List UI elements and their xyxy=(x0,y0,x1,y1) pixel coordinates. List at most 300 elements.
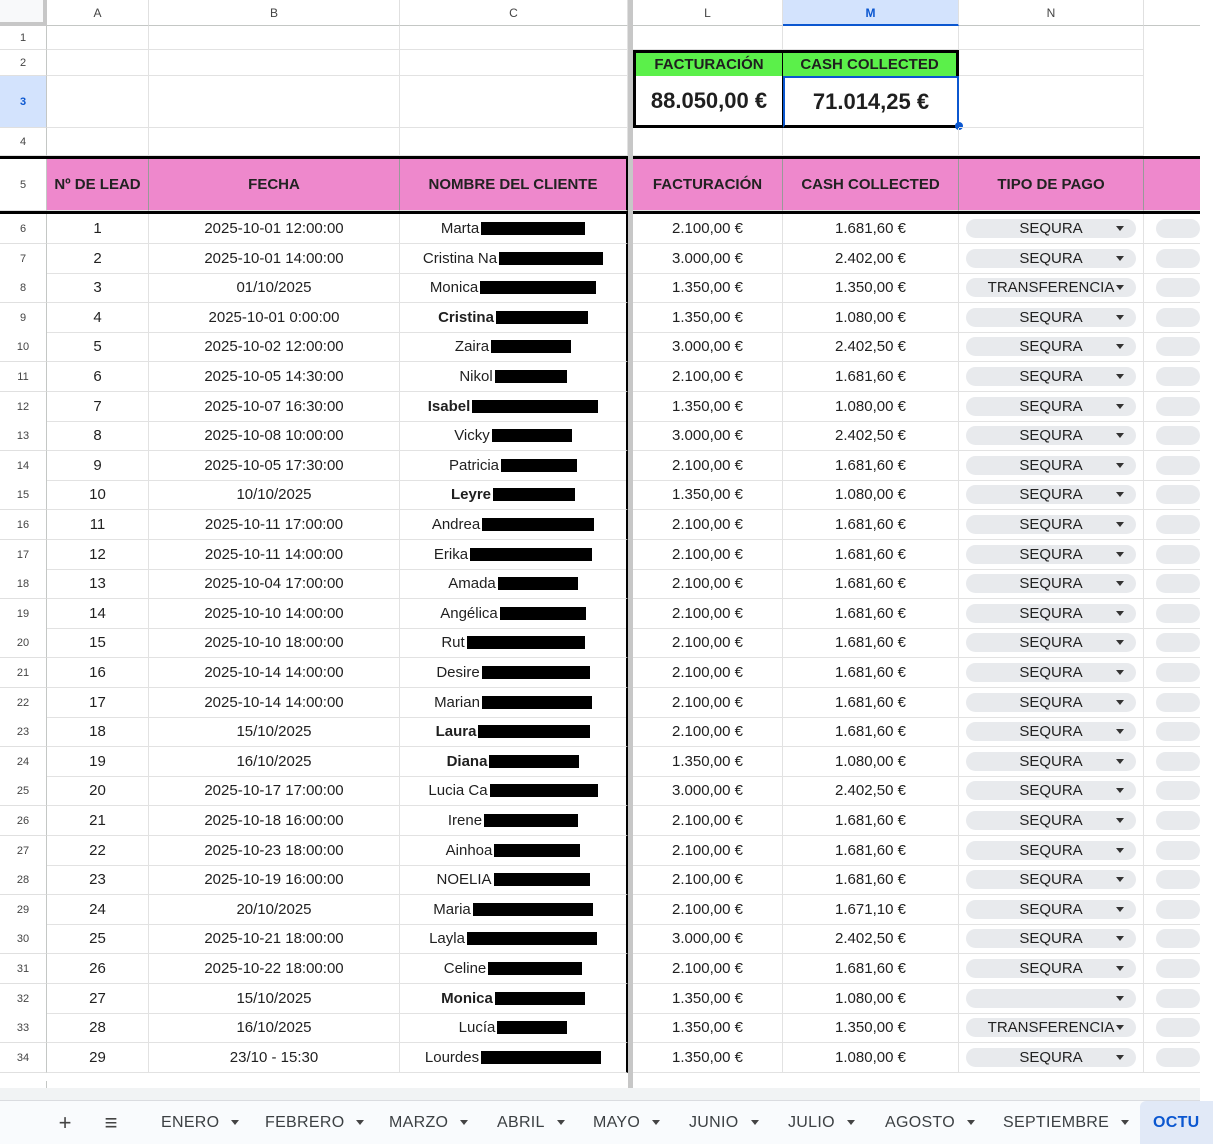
payment-type-chip[interactable] xyxy=(966,900,1136,919)
payment-type-chip[interactable] xyxy=(966,781,1136,800)
payment-type-chip[interactable] xyxy=(966,545,1136,564)
client-name-cell[interactable] xyxy=(400,332,628,362)
cash-collected-cell[interactable]: 1.681,60 € xyxy=(783,510,959,540)
sheet-list-icon[interactable]: ≡ xyxy=(104,1109,118,1135)
chevron-down-icon[interactable] xyxy=(1116,877,1124,882)
next-column-cell[interactable] xyxy=(1144,540,1200,570)
facturacion-cell[interactable]: 2.100,00 € xyxy=(633,688,783,718)
row-number[interactable]: 32 xyxy=(0,984,47,1014)
column-header-b[interactable]: B xyxy=(149,0,400,26)
payment-type-cell[interactable] xyxy=(959,717,1144,747)
payment-type-chip[interactable] xyxy=(966,515,1136,534)
lead-number-cell[interactable]: 17 xyxy=(47,688,149,718)
chevron-down-icon[interactable] xyxy=(652,1120,660,1125)
payment-type-chip[interactable] xyxy=(966,337,1136,356)
payment-type-cell[interactable] xyxy=(959,1013,1144,1043)
payment-type-cell[interactable] xyxy=(959,628,1144,658)
next-column-cell[interactable] xyxy=(1144,836,1200,866)
column-header-l[interactable]: L xyxy=(633,0,783,26)
row-number[interactable]: 2 xyxy=(0,50,47,76)
payment-type-cell[interactable] xyxy=(959,688,1144,718)
chevron-down-icon[interactable] xyxy=(1116,463,1124,468)
cash-collected-cell[interactable]: 2.402,00 € xyxy=(783,244,959,274)
cash-collected-cell[interactable]: 1.350,00 € xyxy=(783,273,959,303)
client-name-cell[interactable] xyxy=(400,747,628,777)
chevron-down-icon[interactable] xyxy=(1116,374,1124,379)
row-number[interactable]: 20 xyxy=(0,628,47,658)
row-number[interactable]: 19 xyxy=(0,599,47,629)
payment-type-cell[interactable] xyxy=(959,273,1144,303)
tab-octubre[interactable]: OCTU xyxy=(1140,1101,1213,1144)
lead-number-cell[interactable]: 13 xyxy=(47,569,149,599)
client-name-cell[interactable] xyxy=(400,628,628,658)
payment-type-cell[interactable] xyxy=(959,214,1144,244)
next-column-cell[interactable] xyxy=(1144,421,1200,451)
row-number[interactable]: 9 xyxy=(0,303,47,333)
facturacion-cell[interactable]: 2.100,00 € xyxy=(633,599,783,629)
row-number[interactable]: 18 xyxy=(0,569,47,599)
row-number[interactable]: 12 xyxy=(0,392,47,422)
summary-cash-value[interactable]: 71.014,25 € xyxy=(783,76,959,128)
row-number[interactable]: 23 xyxy=(0,717,47,747)
cash-collected-cell[interactable]: 2.402,50 € xyxy=(783,924,959,954)
lead-number-cell[interactable]: 1 xyxy=(47,214,149,244)
facturacion-cell[interactable]: 1.350,00 € xyxy=(633,747,783,777)
fecha-cell[interactable]: 2025-10-11 14:00:00 xyxy=(149,540,400,570)
chevron-down-icon[interactable] xyxy=(847,1120,855,1125)
tab-abril[interactable]: ABRIL xyxy=(497,1101,565,1144)
next-column-cell[interactable] xyxy=(1144,747,1200,777)
facturacion-cell[interactable]: 2.100,00 € xyxy=(633,806,783,836)
cash-collected-cell[interactable]: 1.681,60 € xyxy=(783,540,959,570)
client-name-cell[interactable] xyxy=(400,1043,628,1073)
fecha-cell[interactable]: 2025-10-10 18:00:00 xyxy=(149,628,400,658)
payment-type-chip[interactable] xyxy=(966,1048,1136,1067)
payment-type-cell[interactable] xyxy=(959,392,1144,422)
row-number[interactable]: 4 xyxy=(0,128,47,156)
cash-collected-cell[interactable]: 1.671,10 € xyxy=(783,895,959,925)
next-column-cell[interactable] xyxy=(1144,510,1200,540)
row-number[interactable]: 33 xyxy=(0,1013,47,1043)
lead-number-cell[interactable]: 26 xyxy=(47,954,149,984)
payment-type-cell[interactable] xyxy=(959,747,1144,777)
lead-number-cell[interactable]: 22 xyxy=(47,836,149,866)
payment-type-chip[interactable] xyxy=(966,278,1136,297)
client-name-cell[interactable] xyxy=(400,806,628,836)
select-all-corner[interactable] xyxy=(0,0,47,26)
summary-facturacion-label[interactable]: FACTURACIÓN xyxy=(633,50,783,76)
chevron-down-icon[interactable] xyxy=(1116,1025,1124,1030)
chevron-down-icon[interactable] xyxy=(1116,907,1124,912)
header-lead[interactable]: Nº DE LEAD xyxy=(47,159,149,211)
payment-type-chip[interactable] xyxy=(966,841,1136,860)
chevron-down-icon[interactable] xyxy=(1116,936,1124,941)
chevron-down-icon[interactable] xyxy=(1116,996,1124,1001)
lead-number-cell[interactable]: 23 xyxy=(47,865,149,895)
fecha-cell[interactable]: 10/10/2025 xyxy=(149,480,400,510)
payment-type-chip[interactable] xyxy=(966,456,1136,475)
row-number[interactable]: 1 xyxy=(0,26,47,50)
row-number[interactable]: 21 xyxy=(0,658,47,688)
lead-number-cell[interactable]: 5 xyxy=(47,332,149,362)
facturacion-cell[interactable]: 2.100,00 € xyxy=(633,836,783,866)
next-column-cell[interactable] xyxy=(1144,392,1200,422)
payment-type-cell[interactable] xyxy=(959,332,1144,362)
fecha-cell[interactable]: 20/10/2025 xyxy=(149,895,400,925)
next-column-cell[interactable] xyxy=(1144,214,1200,244)
next-column-cell[interactable] xyxy=(1144,954,1200,984)
payment-type-cell[interactable] xyxy=(959,451,1144,481)
lead-number-cell[interactable]: 27 xyxy=(47,984,149,1014)
chevron-down-icon[interactable] xyxy=(1116,404,1124,409)
lead-number-cell[interactable]: 19 xyxy=(47,747,149,777)
facturacion-cell[interactable]: 3.000,00 € xyxy=(633,332,783,362)
chevron-down-icon[interactable] xyxy=(1116,433,1124,438)
cash-collected-cell[interactable]: 1.681,60 € xyxy=(783,658,959,688)
cash-collected-cell[interactable]: 1.681,60 € xyxy=(783,836,959,866)
chevron-down-icon[interactable] xyxy=(1116,966,1124,971)
row-number[interactable]: 28 xyxy=(0,865,47,895)
chevron-down-icon[interactable] xyxy=(460,1120,468,1125)
fecha-cell[interactable]: 15/10/2025 xyxy=(149,984,400,1014)
facturacion-cell[interactable]: 1.350,00 € xyxy=(633,392,783,422)
payment-type-cell[interactable] xyxy=(959,569,1144,599)
chevron-down-icon[interactable] xyxy=(1116,1055,1124,1060)
header-fecha[interactable]: FECHA xyxy=(149,159,400,211)
chevron-down-icon[interactable] xyxy=(231,1120,239,1125)
fecha-cell[interactable]: 2025-10-22 18:00:00 xyxy=(149,954,400,984)
lead-number-cell[interactable]: 20 xyxy=(47,776,149,806)
payment-type-chip[interactable] xyxy=(966,219,1136,238)
payment-type-chip[interactable] xyxy=(966,485,1136,504)
fecha-cell[interactable]: 2025-10-10 14:00:00 xyxy=(149,599,400,629)
next-column-cell[interactable] xyxy=(1144,1043,1200,1073)
lead-number-cell[interactable]: 6 xyxy=(47,362,149,392)
next-column-cell[interactable] xyxy=(1144,865,1200,895)
payment-type-chip[interactable] xyxy=(966,1018,1136,1037)
fecha-cell[interactable]: 2025-10-08 10:00:00 xyxy=(149,421,400,451)
payment-type-chip[interactable] xyxy=(966,308,1136,327)
facturacion-cell[interactable]: 3.000,00 € xyxy=(633,776,783,806)
fecha-cell[interactable]: 16/10/2025 xyxy=(149,1013,400,1043)
client-name-cell[interactable] xyxy=(400,421,628,451)
client-name-cell[interactable] xyxy=(400,480,628,510)
payment-type-chip[interactable] xyxy=(966,752,1136,771)
fecha-cell[interactable]: 2025-10-18 16:00:00 xyxy=(149,806,400,836)
chevron-down-icon[interactable] xyxy=(1116,670,1124,675)
row-number[interactable]: 3 xyxy=(0,76,47,128)
chevron-down-icon[interactable] xyxy=(1116,700,1124,705)
column-header-m[interactable]: M xyxy=(783,0,959,26)
client-name-cell[interactable] xyxy=(400,362,628,392)
row-number[interactable]: 26 xyxy=(0,806,47,836)
client-name-cell[interactable] xyxy=(400,303,628,333)
payment-type-chip[interactable] xyxy=(966,397,1136,416)
chevron-down-icon[interactable] xyxy=(1116,492,1124,497)
tab-marzo[interactable]: MARZO xyxy=(389,1101,468,1144)
cash-collected-cell[interactable]: 1.681,60 € xyxy=(783,451,959,481)
chevron-down-icon[interactable] xyxy=(1116,759,1124,764)
chevron-down-icon[interactable] xyxy=(1116,344,1124,349)
payment-type-cell[interactable] xyxy=(959,510,1144,540)
facturacion-cell[interactable]: 2.100,00 € xyxy=(633,717,783,747)
client-name-cell[interactable] xyxy=(400,244,628,274)
next-column-cell[interactable] xyxy=(1144,451,1200,481)
client-name-cell[interactable] xyxy=(400,392,628,422)
row-number[interactable]: 6 xyxy=(0,214,47,244)
lead-number-cell[interactable]: 18 xyxy=(47,717,149,747)
cash-collected-cell[interactable]: 1.681,60 € xyxy=(783,865,959,895)
facturacion-cell[interactable]: 2.100,00 € xyxy=(633,628,783,658)
fecha-cell[interactable]: 2025-10-11 17:00:00 xyxy=(149,510,400,540)
fecha-cell[interactable]: 2025-10-14 14:00:00 xyxy=(149,688,400,718)
chevron-down-icon[interactable] xyxy=(967,1120,975,1125)
cash-collected-cell[interactable]: 1.080,00 € xyxy=(783,984,959,1014)
client-name-cell[interactable] xyxy=(400,836,628,866)
header-tipo[interactable]: TIPO DE PAGO xyxy=(959,159,1144,211)
payment-type-cell[interactable] xyxy=(959,836,1144,866)
lead-number-cell[interactable]: 28 xyxy=(47,1013,149,1043)
chevron-down-icon[interactable] xyxy=(1121,1120,1129,1125)
fecha-cell[interactable]: 2025-10-14 14:00:00 xyxy=(149,658,400,688)
chevron-down-icon[interactable] xyxy=(1116,552,1124,557)
lead-number-cell[interactable]: 14 xyxy=(47,599,149,629)
tab-agosto[interactable]: AGOSTO xyxy=(885,1101,975,1144)
fecha-cell[interactable]: 2025-10-01 0:00:00 xyxy=(149,303,400,333)
row-number[interactable]: 24 xyxy=(0,747,47,777)
payment-type-chip[interactable] xyxy=(966,367,1136,386)
header-facturacion[interactable]: FACTURACIÓN xyxy=(633,159,783,211)
cash-collected-cell[interactable]: 1.080,00 € xyxy=(783,392,959,422)
lead-number-cell[interactable]: 15 xyxy=(47,628,149,658)
lead-number-cell[interactable]: 8 xyxy=(47,421,149,451)
next-column-cell[interactable] xyxy=(1144,273,1200,303)
horizontal-scrollbar[interactable] xyxy=(0,1088,1200,1100)
client-name-cell[interactable] xyxy=(400,599,628,629)
chevron-down-icon[interactable] xyxy=(1116,640,1124,645)
payment-type-cell[interactable] xyxy=(959,806,1144,836)
client-name-cell[interactable] xyxy=(400,451,628,481)
lead-number-cell[interactable]: 24 xyxy=(47,895,149,925)
cash-collected-cell[interactable]: 1.080,00 € xyxy=(783,303,959,333)
facturacion-cell[interactable]: 1.350,00 € xyxy=(633,303,783,333)
payment-type-cell[interactable] xyxy=(959,658,1144,688)
client-name-cell[interactable] xyxy=(400,954,628,984)
next-column-cell[interactable] xyxy=(1144,717,1200,747)
lead-number-cell[interactable]: 9 xyxy=(47,451,149,481)
payment-type-chip[interactable] xyxy=(966,633,1136,652)
next-column-cell[interactable] xyxy=(1144,658,1200,688)
lead-number-cell[interactable]: 10 xyxy=(47,480,149,510)
fecha-cell[interactable]: 2025-10-07 16:30:00 xyxy=(149,392,400,422)
lead-number-cell[interactable]: 25 xyxy=(47,924,149,954)
row-number[interactable]: 13 xyxy=(0,421,47,451)
cash-collected-cell[interactable]: 1.681,60 € xyxy=(783,599,959,629)
next-column-cell[interactable] xyxy=(1144,688,1200,718)
payment-type-chip[interactable] xyxy=(966,870,1136,889)
tab-febrero[interactable]: FEBRERO xyxy=(265,1101,364,1144)
facturacion-cell[interactable]: 2.100,00 € xyxy=(633,569,783,599)
payment-type-chip[interactable] xyxy=(966,811,1136,830)
row-number[interactable]: 34 xyxy=(0,1043,47,1073)
lead-number-cell[interactable]: 21 xyxy=(47,806,149,836)
chevron-down-icon[interactable] xyxy=(1116,315,1124,320)
payment-type-cell[interactable] xyxy=(959,421,1144,451)
lead-number-cell[interactable]: 11 xyxy=(47,510,149,540)
cash-collected-cell[interactable]: 1.681,60 € xyxy=(783,628,959,658)
row-number[interactable]: 29 xyxy=(0,895,47,925)
chevron-down-icon[interactable] xyxy=(1116,226,1124,231)
row-number[interactable]: 11 xyxy=(0,362,47,392)
chevron-down-icon[interactable] xyxy=(356,1120,364,1125)
client-name-cell[interactable] xyxy=(400,658,628,688)
lead-number-cell[interactable]: 2 xyxy=(47,244,149,274)
tab-junio[interactable]: JUNIO xyxy=(689,1101,759,1144)
payment-type-cell[interactable] xyxy=(959,599,1144,629)
payment-type-cell[interactable] xyxy=(959,244,1144,274)
cash-collected-cell[interactable]: 1.080,00 € xyxy=(783,480,959,510)
row-number[interactable]: 8 xyxy=(0,273,47,303)
cash-collected-cell[interactable]: 2.402,50 € xyxy=(783,776,959,806)
facturacion-cell[interactable]: 2.100,00 € xyxy=(633,954,783,984)
client-name-cell[interactable] xyxy=(400,717,628,747)
next-column-cell[interactable] xyxy=(1144,984,1200,1014)
next-column-cell[interactable] xyxy=(1144,244,1200,274)
lead-number-cell[interactable]: 16 xyxy=(47,658,149,688)
cash-collected-cell[interactable]: 1.681,60 € xyxy=(783,569,959,599)
lead-number-cell[interactable]: 7 xyxy=(47,392,149,422)
facturacion-cell[interactable]: 3.000,00 € xyxy=(633,244,783,274)
payment-type-cell[interactable] xyxy=(959,776,1144,806)
client-name-cell[interactable] xyxy=(400,984,628,1014)
facturacion-cell[interactable]: 2.100,00 € xyxy=(633,865,783,895)
cash-collected-cell[interactable]: 1.080,00 € xyxy=(783,747,959,777)
payment-type-chip[interactable] xyxy=(966,574,1136,593)
row-number[interactable]: 5 xyxy=(0,159,47,211)
cash-collected-cell[interactable]: 1.681,60 € xyxy=(783,362,959,392)
row-number[interactable]: 14 xyxy=(0,451,47,481)
fecha-cell[interactable]: 2025-10-21 18:00:00 xyxy=(149,924,400,954)
payment-type-chip[interactable] xyxy=(966,663,1136,682)
frozen-column-divider[interactable] xyxy=(628,0,633,1088)
facturacion-cell[interactable]: 1.350,00 € xyxy=(633,984,783,1014)
tab-julio[interactable]: JULIO xyxy=(788,1101,855,1144)
cash-collected-cell[interactable]: 1.350,00 € xyxy=(783,1013,959,1043)
fecha-cell[interactable]: 2025-10-23 18:00:00 xyxy=(149,836,400,866)
payment-type-chip[interactable] xyxy=(966,604,1136,623)
row-number[interactable]: 22 xyxy=(0,688,47,718)
fecha-cell[interactable]: 15/10/2025 xyxy=(149,717,400,747)
chevron-down-icon[interactable] xyxy=(751,1120,759,1125)
cash-collected-cell[interactable]: 1.681,60 € xyxy=(783,214,959,244)
header-cliente[interactable]: NOMBRE DEL CLIENTE xyxy=(400,159,628,211)
facturacion-cell[interactable]: 1.350,00 € xyxy=(633,1043,783,1073)
row-number[interactable]: 25 xyxy=(0,776,47,806)
facturacion-cell[interactable]: 2.100,00 € xyxy=(633,451,783,481)
fecha-cell[interactable]: 2025-10-05 17:30:00 xyxy=(149,451,400,481)
lead-number-cell[interactable]: 12 xyxy=(47,540,149,570)
header-next[interactable] xyxy=(1144,159,1200,211)
row-number[interactable]: 15 xyxy=(0,480,47,510)
cash-collected-cell[interactable]: 1.681,60 € xyxy=(783,688,959,718)
client-name-cell[interactable] xyxy=(400,865,628,895)
tab-mayo[interactable]: MAYO xyxy=(593,1101,660,1144)
tab-enero[interactable]: ENERO xyxy=(161,1101,239,1144)
row-number[interactable]: 31 xyxy=(0,954,47,984)
fecha-cell[interactable]: 23/10 - 15:30 xyxy=(149,1043,400,1073)
client-name-cell[interactable] xyxy=(400,569,628,599)
summary-facturacion-value[interactable]: 88.050,00 € xyxy=(633,76,783,128)
fecha-cell[interactable]: 2025-10-05 14:30:00 xyxy=(149,362,400,392)
facturacion-cell[interactable]: 1.350,00 € xyxy=(633,273,783,303)
client-name-cell[interactable] xyxy=(400,214,628,244)
fecha-cell[interactable]: 2025-10-02 12:00:00 xyxy=(149,332,400,362)
fecha-cell[interactable]: 2025-10-17 17:00:00 xyxy=(149,776,400,806)
row-number[interactable]: 30 xyxy=(0,924,47,954)
next-column-cell[interactable] xyxy=(1144,924,1200,954)
cash-collected-cell[interactable]: 1.080,00 € xyxy=(783,1043,959,1073)
chevron-down-icon[interactable] xyxy=(1116,285,1124,290)
client-name-cell[interactable] xyxy=(400,1013,628,1043)
next-column-cell[interactable] xyxy=(1144,332,1200,362)
fecha-cell[interactable]: 2025-10-19 16:00:00 xyxy=(149,865,400,895)
payment-type-chip[interactable] xyxy=(966,426,1136,445)
chevron-down-icon[interactable] xyxy=(557,1120,565,1125)
cash-collected-cell[interactable]: 1.681,60 € xyxy=(783,806,959,836)
payment-type-chip[interactable] xyxy=(966,929,1136,948)
next-column-cell[interactable] xyxy=(1144,895,1200,925)
next-column-cell[interactable] xyxy=(1144,628,1200,658)
chevron-down-icon[interactable] xyxy=(1116,256,1124,261)
next-column-cell[interactable] xyxy=(1144,599,1200,629)
payment-type-cell[interactable] xyxy=(959,924,1144,954)
next-column-cell[interactable] xyxy=(1144,806,1200,836)
payment-type-chip[interactable] xyxy=(966,959,1136,978)
chevron-down-icon[interactable] xyxy=(1116,522,1124,527)
facturacion-cell[interactable]: 2.100,00 € xyxy=(633,214,783,244)
row-number[interactable]: 16 xyxy=(0,510,47,540)
lead-number-cell[interactable]: 4 xyxy=(47,303,149,333)
header-cash[interactable]: CASH COLLECTED xyxy=(783,159,959,211)
facturacion-cell[interactable]: 2.100,00 € xyxy=(633,362,783,392)
payment-type-cell[interactable] xyxy=(959,954,1144,984)
column-header-o[interactable] xyxy=(1144,0,1200,26)
column-header-a[interactable]: A xyxy=(47,0,149,26)
chevron-down-icon[interactable] xyxy=(1116,611,1124,616)
payment-type-cell[interactable] xyxy=(959,540,1144,570)
fecha-cell[interactable]: 2025-10-01 14:00:00 xyxy=(149,244,400,274)
payment-type-chip[interactable] xyxy=(966,989,1136,1008)
client-name-cell[interactable] xyxy=(400,924,628,954)
chevron-down-icon[interactable] xyxy=(1116,848,1124,853)
lead-number-cell[interactable]: 3 xyxy=(47,273,149,303)
facturacion-cell[interactable]: 2.100,00 € xyxy=(633,510,783,540)
payment-type-cell[interactable] xyxy=(959,895,1144,925)
payment-type-cell[interactable] xyxy=(959,865,1144,895)
facturacion-cell[interactable]: 1.350,00 € xyxy=(633,1013,783,1043)
cash-collected-cell[interactable]: 2.402,50 € xyxy=(783,332,959,362)
lead-number-cell[interactable]: 29 xyxy=(47,1043,149,1073)
row-number[interactable]: 7 xyxy=(0,244,47,274)
row-number[interactable]: 27 xyxy=(0,836,47,866)
facturacion-cell[interactable]: 1.350,00 € xyxy=(633,480,783,510)
cash-collected-cell[interactable]: 1.681,60 € xyxy=(783,717,959,747)
facturacion-cell[interactable]: 2.100,00 € xyxy=(633,895,783,925)
payment-type-chip[interactable] xyxy=(966,693,1136,712)
column-header-c[interactable]: C xyxy=(400,0,628,26)
chevron-down-icon[interactable] xyxy=(1116,818,1124,823)
client-name-cell[interactable] xyxy=(400,510,628,540)
